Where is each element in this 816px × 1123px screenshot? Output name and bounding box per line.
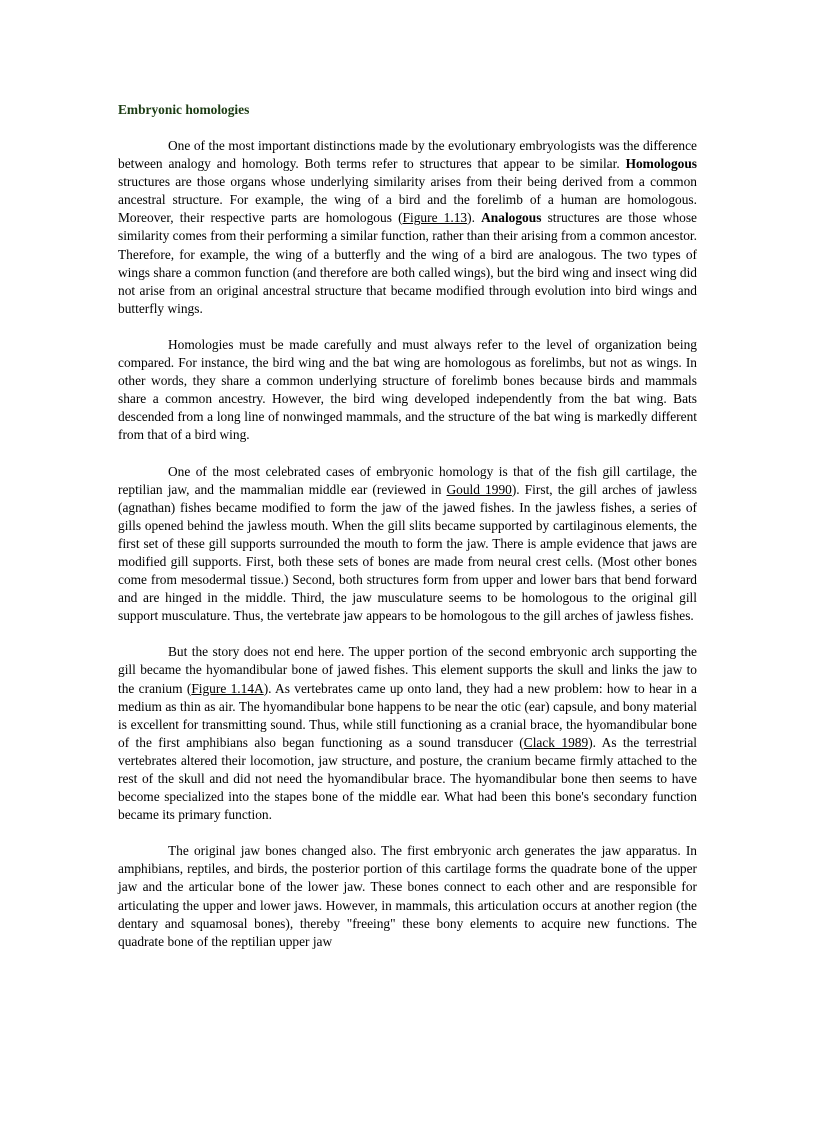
paragraph-text: ).	[467, 210, 482, 226]
paragraph-text: One of the most celebrated cases of embryonic homology is that of the fish gill cartilage, the reptilian jaw, and the mammalian middle ear (reviewed in	[118, 463, 697, 497]
paragraph	[118, 137, 697, 318]
paragraph-text: structures are those organs whose underlying similarity arises from their being derived from a common ancestral structure. For example, the wing of a bird and the forelimb of a human are homologous. Moreover, their respective parts are homologous (	[118, 174, 697, 226]
paragraph-text: Homologies must be made carefully and must always refer to the level of organization being compared. For instance, the bird wing and the bat wing are homologous as forelimbs, but not as wings. In other words, they share a common underlying structure of forelimb bones because birds and mammals share a common ancestry. However, the bird wing developed independently from the bat wing. Bats descended from a long line of nonwinged mammals, and the structure of the bat wing is markedly different from that of a bird wing.	[118, 336, 697, 443]
paragraph-text: ). As vertebrates came up onto land, they had a new problem: how to hear in a medium as thin as air. The hyomandibular bone happens to be near the otic (ear) capsule, and bony material is excellent for transmitting sound. Thus, while still functioning as a cranial brace, the hyomandibular bone of the first amphibians also began functioning as a sound transducer (	[118, 680, 697, 750]
paragraph-text: ). First, the gill arches of jawless (agnathan) fishes became modified to form the jaw of the jawed fishes. In the jawless fishes, a series of gills opened behind the jawless mouth. When the gill slits became supported by cartilaginous elements, the first set of these gill supports surrounded the mouth to form the jaw. There is ample evidence that jaws are modified gill supports. First, both these sets of bones are made from neural crest cells. (Most other bones come from mesodermal tissue.) Second, both structures form from upper and lower bars that bend forward and are hinged in the middle. Third, the jaw musculature seems to be homologous to the original gill support musculature. Thus, the vertebrate jaw appears to be homologous to the gill arches of jawless fishes.	[118, 481, 697, 624]
bold-term: Homologous	[625, 156, 697, 172]
paragraph	[118, 463, 697, 626]
gould-1990-link[interactable]: Gould 1990	[446, 481, 512, 497]
paragraph-text: But the story does not end here. The upper portion of the second embryonic arch supporting the gill became the hyomandibular bone of jawed fishes. This element supports the skull and links the jaw to the cranium (	[118, 644, 697, 696]
section-heading: Embryonic homologies	[118, 102, 250, 117]
figure-1-13-link[interactable]: Figure 1.13	[402, 210, 468, 226]
clack-1989-link[interactable]: Clack 1989	[523, 734, 589, 750]
paragraph	[118, 643, 697, 824]
figure-1-14a-link[interactable]: Figure 1.14A	[191, 680, 264, 696]
paragraph-text: The original jaw bones changed also. The first embryonic arch generates the jaw apparatus. In amphibians, reptiles, and birds, the posterior portion of this cartilage forms the quadrate bone of the upper jaw and the articular bone of the lower jaw. These bones connect to each other and are responsible for articulating the upper and lower jaws. However, in mammals, this articulation occurs at another region (the dentary and squamosal bones), thereby "freeing" these bony elements to acquire new functions. The quadrate bone of the reptilian upper jaw	[118, 843, 697, 949]
paragraph-text: One of the most important distinctions made by the evolutionary embryologists was the difference between analogy and homology. Both terms refer to structures that appear to be similar.	[118, 138, 697, 172]
bold-term: Analogous	[481, 210, 542, 226]
body-text	[118, 137, 697, 951]
paragraph-text: structures are those whose similarity comes from their performing a similar function, rather than their arising from a common ancestor. Therefore, for example, the wing of a butterfly and the wing of a bird are analogous. The two types of wings share a common function (and therefore are both called wings), but the bird wing and insect wing did not arise from an original ancestral structure that became modified through evolution into bird wings and butterfly wings.	[118, 210, 698, 316]
paragraph	[118, 336, 697, 445]
paragraph	[118, 842, 697, 951]
paragraph-text: ). As the terrestrial vertebrates altered their locomotion, jaw structure, and posture, the cranium became firmly attached to the rest of the skull and did not need the hyomandibular brace. The hyomandibular bone then seems to have become specialized into the stapes bone of the middle ear. What had been this bone's secondary function became its primary function.	[118, 734, 697, 823]
document-page	[118, 101, 697, 969]
